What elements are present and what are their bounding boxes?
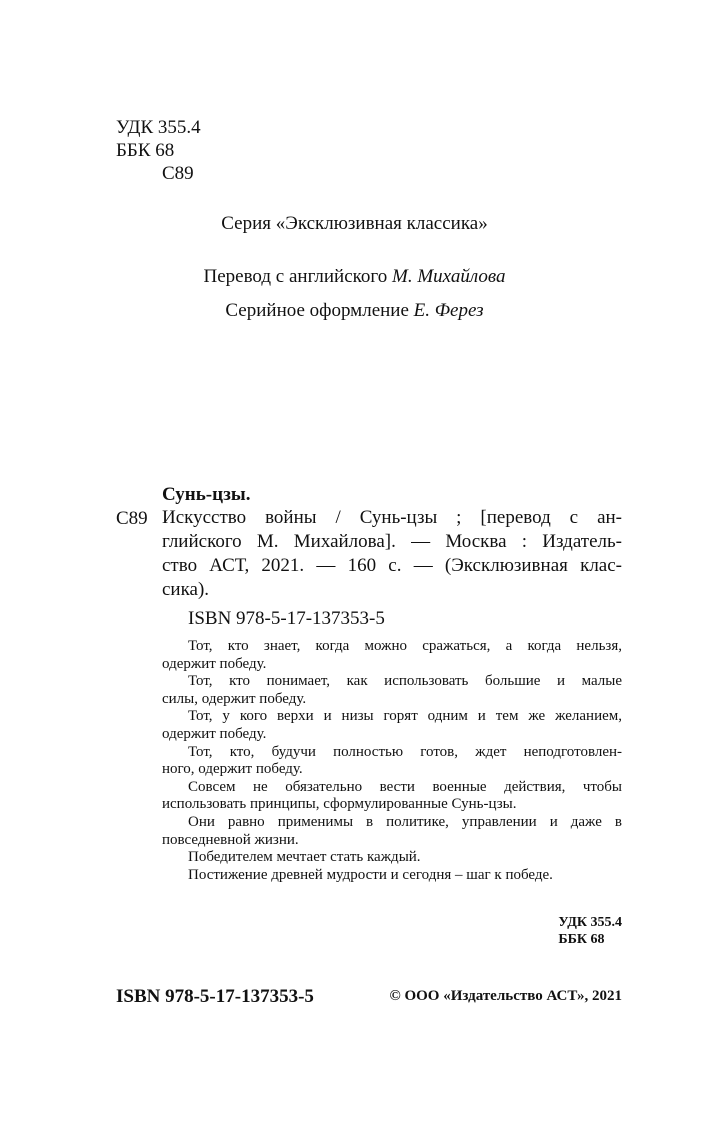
- annotation-line: Победителем мечтает стать каждый.: [188, 849, 421, 866]
- classification-codes-block: [558, 914, 622, 948]
- annotation-line: Тот, кто знает, когда можно сражаться, а когда нельзя,: [188, 638, 622, 654]
- bbk-code: ББК 68: [116, 140, 175, 161]
- annotation-line: Совсем не обязательно вести военные действия, чтобы: [188, 778, 622, 795]
- citation-line: ство АСТ, 2021. — 160 с. — (Эксклюзивная клас-: [162, 555, 622, 576]
- copyright-notice: © ООО «Издательство АСТ», 2021: [389, 988, 622, 1004]
- citation-line: Искусство войны / Сунь-цзы ; [перевод с ан-: [162, 507, 622, 528]
- citation-line: сика).: [162, 579, 210, 600]
- bibliographic-citation: [162, 506, 622, 602]
- annotation-line: Тот, кто, будучи полностью готов, ждет неподготовлен-: [188, 743, 622, 760]
- author-sign-code: С89: [162, 163, 194, 184]
- annotation-line: Они равно применимы в политике, управлении и даже в: [188, 813, 622, 830]
- annotation-line: одержит победу.: [162, 725, 267, 742]
- translation-credit: [0, 266, 709, 288]
- isbn-footer: ISBN 978-5-17-137353-5: [116, 986, 314, 1007]
- translation-label: Перевод с английского: [203, 266, 388, 287]
- annotation-line: одержит победу.: [162, 655, 267, 672]
- bibliographic-code: С89: [116, 508, 148, 529]
- design-credit: [0, 300, 709, 322]
- bibliographic-author: Сунь-цзы.: [162, 484, 251, 505]
- bibliographic-isbn: ISBN 978-5-17-137353-5: [188, 608, 385, 629]
- udk-code: УДК 355.4: [116, 117, 201, 138]
- annotation: [162, 638, 622, 884]
- translator-name: М. Михайлова: [392, 266, 506, 287]
- citation-line: глийского М. Михайлова]. — Москва : Издатель-: [162, 531, 622, 552]
- annotation-line: силы, одержит победу.: [162, 690, 307, 707]
- annotation-line: Постижение древней мудрости и сегодня – шаг к победе.: [188, 866, 553, 883]
- annotation-line: использовать принципы, сформулированные Сунь-цзы.: [162, 796, 517, 813]
- series-title: Серия «Эксклюзивная классика»: [221, 213, 488, 234]
- design-label: Серийное оформление: [225, 300, 409, 321]
- bbk-code-repeat: ББК 68: [558, 932, 605, 947]
- annotation-line: ного, одержит победу.: [162, 761, 303, 778]
- annotation-line: повседневной жизни.: [162, 831, 299, 848]
- annotation-line: Тот, у кого верхи и низы горят одним и тем же желанием,: [188, 708, 622, 725]
- designer-name: Е. Ферез: [413, 300, 484, 321]
- udk-code-repeat: УДК 355.4: [558, 915, 622, 930]
- annotation-line: Тот, кто понимает, как использовать большие и малые: [188, 673, 622, 690]
